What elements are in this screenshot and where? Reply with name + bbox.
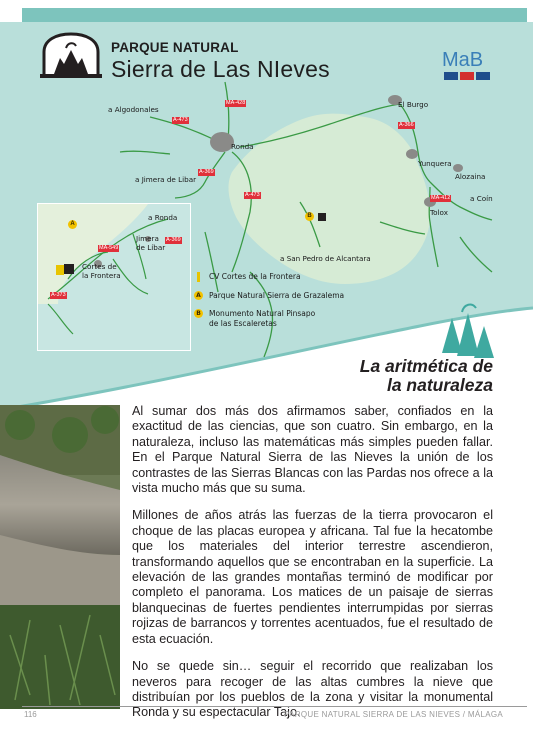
inset-place-ronda: a Ronda [148,213,178,222]
place-yunquera: Yunquera [418,159,452,168]
place-coin: a Coín [470,194,493,203]
inset-road-badge: A-369 [166,237,181,243]
road-badge: A-369 [199,169,214,175]
article-body [132,404,493,733]
legend-label: Parque Natural Sierra de Grazalema [209,291,345,300]
place-alozaina: Alozaina [455,172,486,181]
mab-label: MaB [442,49,484,71]
inset-place-cortes: Cortes de la Frontera [82,262,121,280]
page-number: 116 [24,710,37,719]
article-paragraph: No se quede sin… seguir el recorrido que realizaban los neveros para recoger de las altas cumbres la nieve que distribuían por los pueblos de la zona y visitar la monumental Ronda y su espectacular Tajo. [132,659,493,720]
article-heading [360,357,493,395]
info-icon [64,264,74,274]
legend-marker-icon: B [194,309,203,318]
road-badge: A-366 [399,122,414,128]
place-el-burgo: El Burgo [398,100,429,109]
legend-marker-icon [197,272,200,282]
place-ronda: Ronda [231,142,254,151]
site-marker [318,213,326,221]
place-san-pedro: a San Pedro de Alcantara [280,254,371,263]
inset-place-jimera: Jimera de Líbar [136,234,166,252]
header-band [22,8,527,22]
inset-road-badge: A-373 [51,292,66,298]
place-algodonales: a Algodonales [108,105,159,114]
article-paragraph: Al sumar dos más dos afirmamos saber, confiados en la exactitud de las ciencias, que son cuatro. Sin embargo, en la naturaleza, incluso las matemáticas más simples pueden fallar. En el Parque Natural Sierra de las Nieves la unión de los contrastes de las Sierras Blancas con las Pardas nos ofrece a la vista mucho más que su suma. [132,404,493,496]
inset-i-marker [56,265,64,275]
park-label: PARQUE NATURAL [111,40,239,55]
inset-road-badge: MA-549 [99,245,119,251]
landscape-photo [0,405,120,709]
wave-divider [0,290,533,420]
footer-text: PARQUE NATURAL SIERRA DE LAS NIEVES / MÁLAGA [284,710,503,719]
town-yunquera [406,149,418,159]
legend-item [194,272,301,282]
top-margin [0,0,533,8]
article-paragraph: Millones de años atrás las fuerzas de la tierra provocaron el choque de las placas europea y africana. Tal fue la hecatombe que los materiales del interior terrestre ascendieron, transformando aquellos que se encontraban en la superficie. La elevación de las grandes montañas terminó de modificar por completo el panorama. Los matices de un paisaje de sierras blanquecinas de fuertes pendientes interrumpidas por sierras rojizas de barrancos y torrentes acentuados, fue el resultado de esta ecuación. [132,508,493,646]
road-badge: A-473 [173,117,188,123]
inset-a-badge: A [68,220,77,229]
town-alozaina [453,164,463,172]
road-badge: MA-412 [431,195,451,201]
place-tolox: Tolox [430,208,448,217]
site-b-badge: B [305,212,314,221]
legend-label: CV Cortes de la Frontera [209,272,301,281]
park-title: Sierra de Las NIeves [111,56,330,82]
park-logo-icon [38,30,104,86]
heading-line: La aritmética de [359,356,493,376]
legend-label: Monumento Natural Pinsapo de las Escaleretas [209,309,316,328]
place-jimera: a Jimera de Libar [135,175,197,184]
road-badge: MA-428 [226,100,246,106]
heading-line: la naturaleza [386,375,493,395]
mab-logo-icon [440,40,498,86]
legend-marker-icon: A [194,291,203,300]
road-badge: A-473 [245,192,260,198]
